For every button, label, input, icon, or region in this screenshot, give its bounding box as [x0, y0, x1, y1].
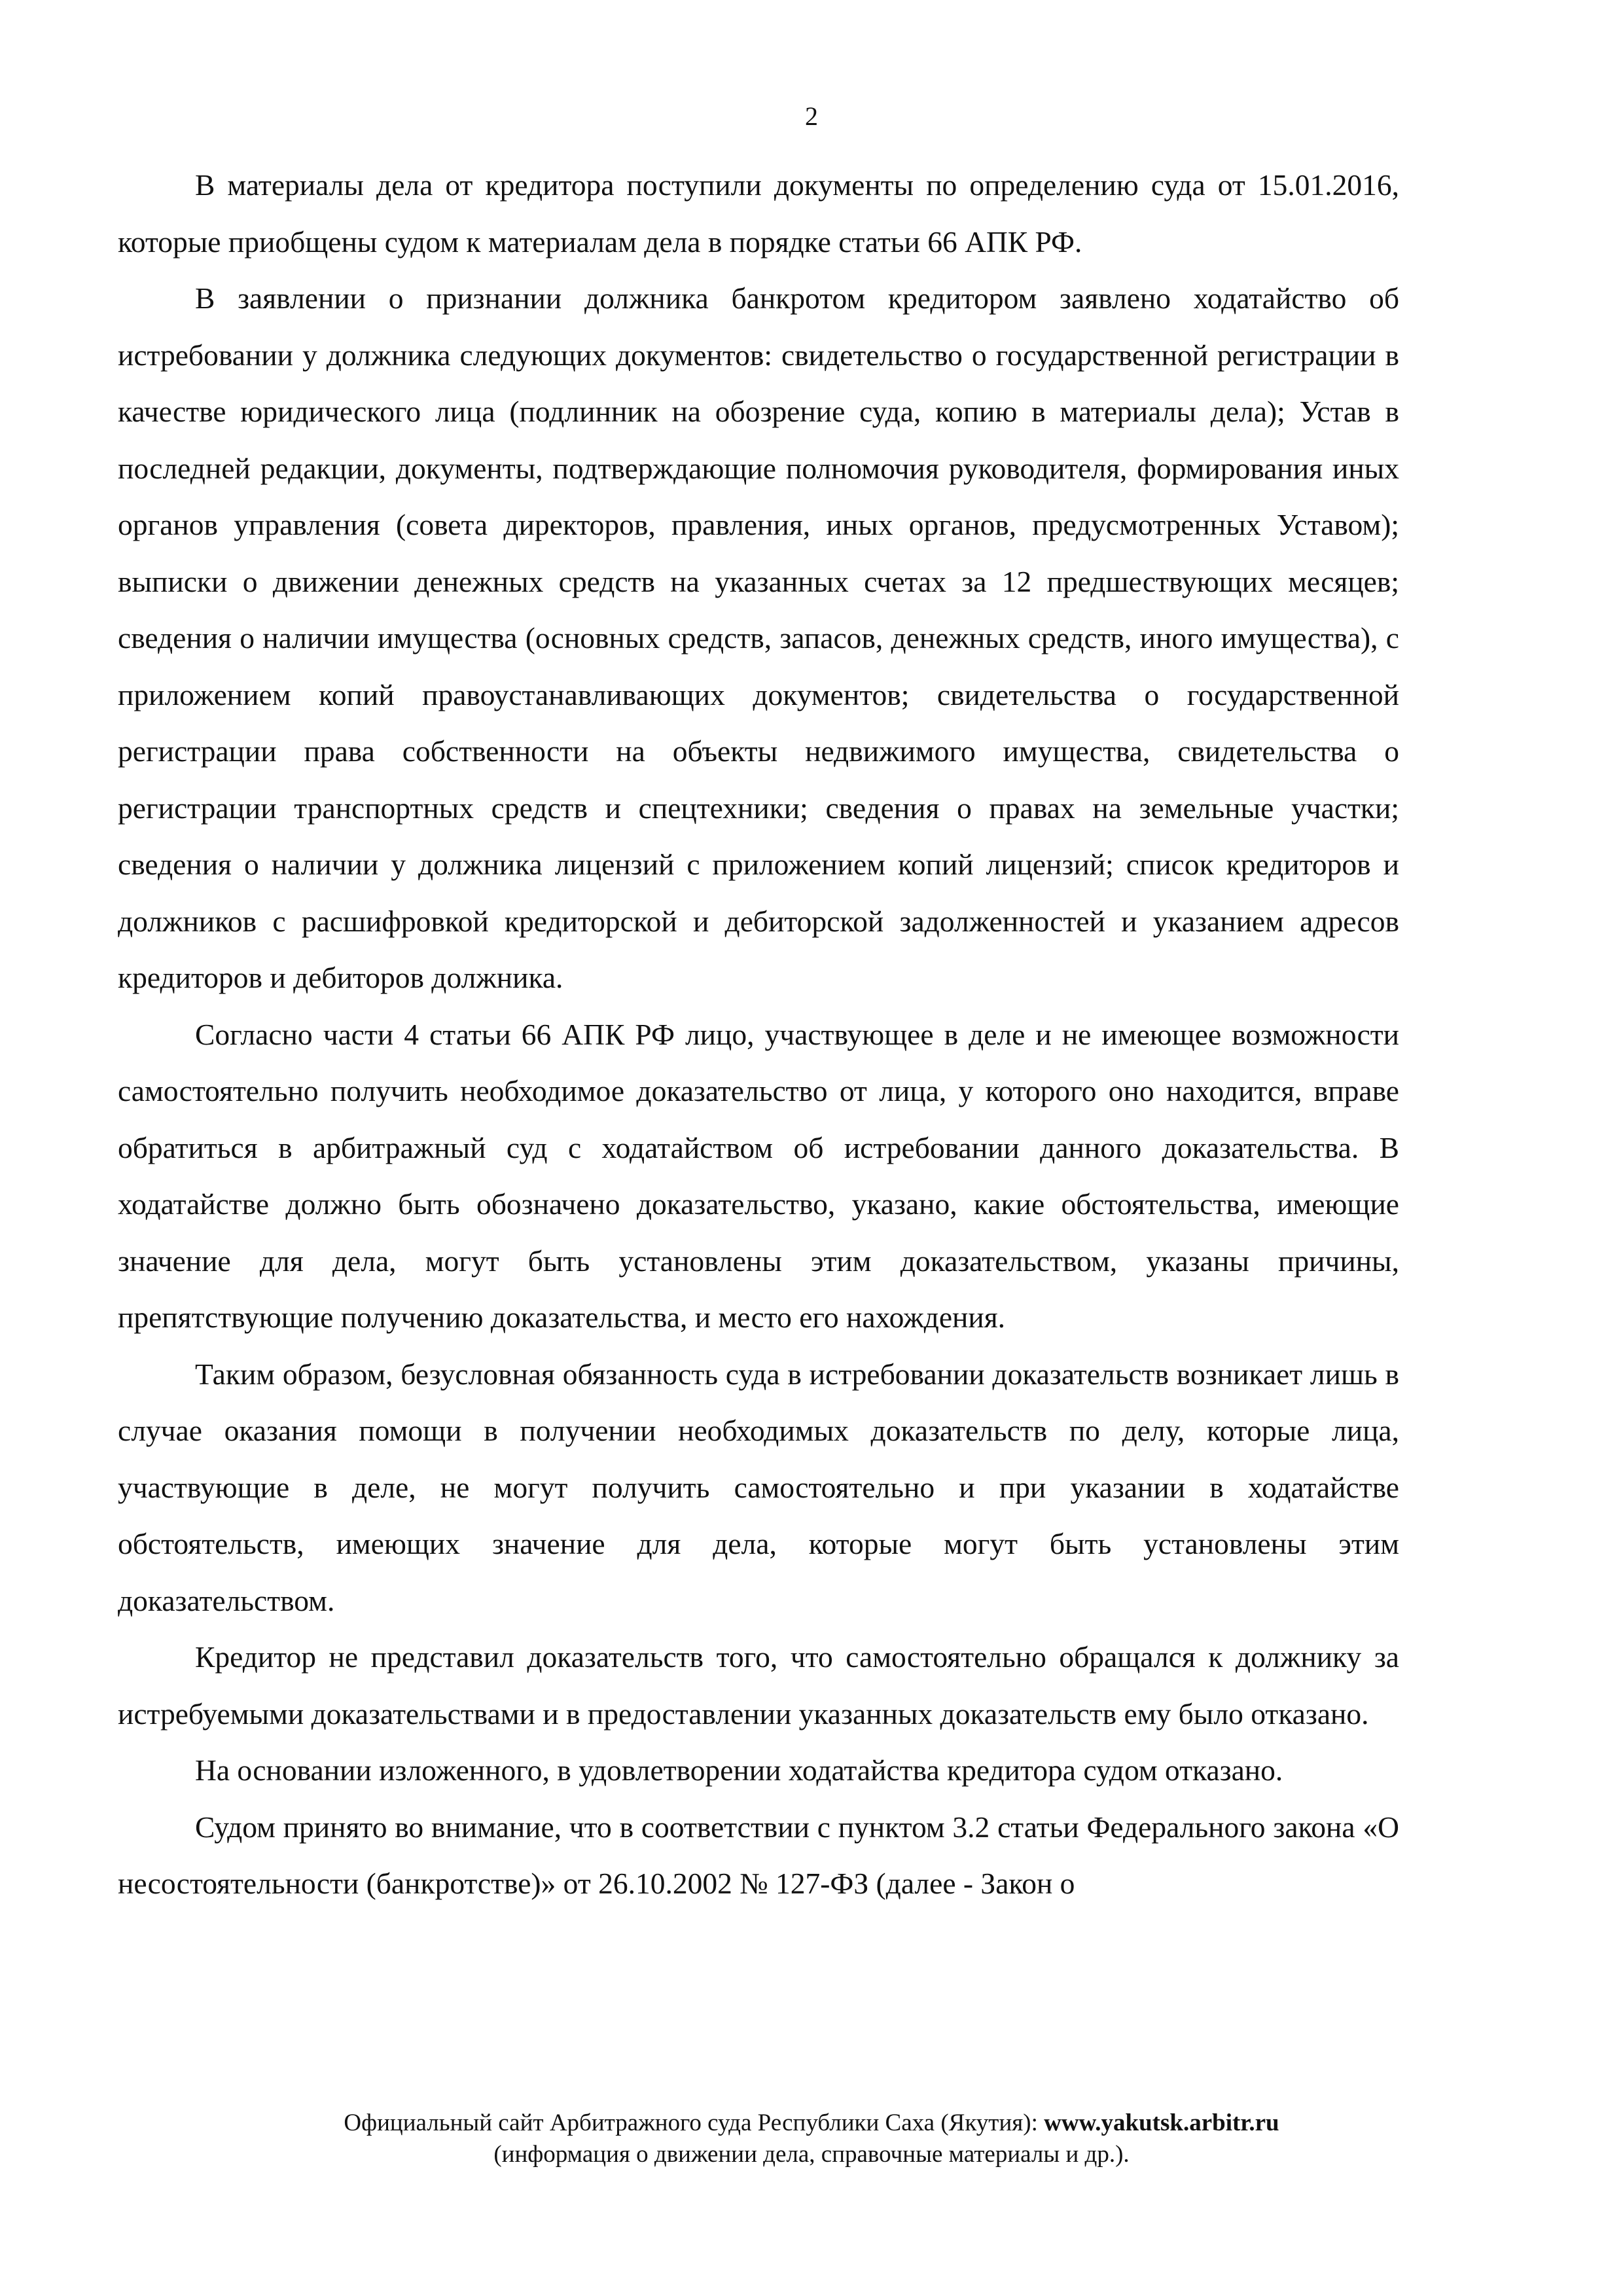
page-number: 2	[805, 101, 818, 131]
footer-court-site-label: Официальный сайт Арбитражного суда Республики Саха (Якутия):	[344, 2109, 1044, 2136]
document-body	[118, 157, 1399, 1912]
paragraph-petition-denied: На основании изложенного, в удовлетворении ходатайства кредитора судом отказано.	[195, 1753, 1283, 1787]
paragraph-apk-article-66: Согласно части 4 статьи 66 АПК РФ лицо, участвующее в деле и не имеющее возможности самостоятельно получить необходимое доказательство от лица, у которого оно находится, вправе обратиться в арбитражный суд с ходатайством об истребовании данного доказательства. В ходатайстве должно быть обозначено доказательство, указано, какие обстоятельства, имеющие значение для дела, могут быть установлены этим доказательством, указаны причины, препятствующие получению доказательства, и место его нахождения.	[118, 1017, 1399, 1334]
page-footer	[0, 2108, 1623, 2170]
footer-line-1	[0, 2108, 1623, 2139]
footer-site-link[interactable]: www.yakutsk.arbitr.ru	[1044, 2109, 1279, 2136]
paragraph-request-documents: В заявлении о признании должника банкротом кредитором заявлено ходатайство об истребовании у должника следующих документов: свидетельство о государственной регистрации в качестве юридического лица (подлинник на обозрение суда, копию в материалы дела); Устав в последней редакции, документы, подтверждающие полномочия руководителя, формирования иных органов управления (совета директоров, правления, иных органов, предусмотренных Уставом); выписки о движении денежных средств на указанных счетах за 12 предшествующих месяцев; сведения о наличии имущества (основных средств, запасов, денежных средств, иного имущества), с приложением копий правоустанавливающих документов; свидетельства о государственной регистрации права собственности на объекты недвижимого имущества, свидетельства о регистрации транспортных средств и спецтехники; сведения о правах на земельные участки; сведения о наличии у должника лицензий с приложением копий лицензий; список кредиторов и должников с расшифровкой кредиторской и дебиторской задолженностей и указанием адресов кредиторов и дебиторов должника.	[118, 281, 1399, 994]
paragraph-materials: В материалы дела от кредитора поступили документы по определению суда от 15.01.2016, которые приобщены судом к материалам дела в порядке статьи 66 АПК РФ.	[118, 168, 1399, 259]
footer-line-2: (информация о движении дела, справочные материалы и др.).	[493, 2141, 1130, 2168]
paragraph-court-obligation: Таким образом, безусловная обязанность суда в истребовании доказательств возникает лишь в случае оказания помощи в получении необходимых доказательств по делу, которые лица, участвующие в деле, не могут получить самостоятельно и при указании в ходатайстве обстоятельств, имеющих значение для дела, которые могут быть установлены этим доказательством.	[118, 1357, 1399, 1617]
paragraph-bankruptcy-law: Судом принято во внимание, что в соответствии с пунктом 3.2 статьи Федерального закона «О несостоятельности (банкротстве)» от 26.10.2002 № 127-ФЗ (далее - Закон о	[118, 1810, 1399, 1900]
paragraph-creditor-no-evidence: Кредитор не представил доказательств того, что самостоятельно обращался к должнику за истребуемыми доказательствами и в предоставлении указанных доказательств ему было отказано.	[118, 1640, 1399, 1731]
